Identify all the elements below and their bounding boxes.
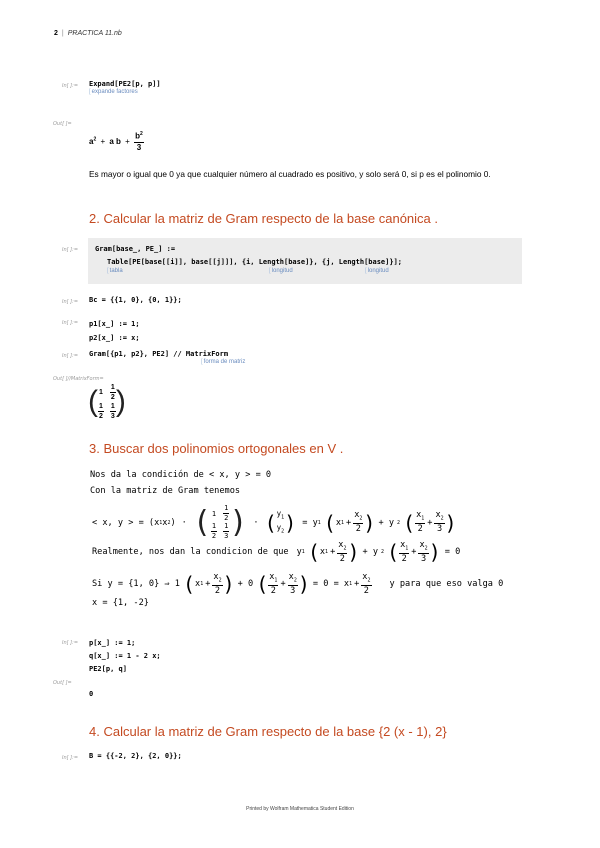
explanation-text: Es mayor o igual que 0 ya que cualquier número al cuadrado es positivo, y solo será 0, si p es el polinomio 0. — [89, 169, 491, 179]
header-separator: | — [61, 30, 64, 37]
page-number: 2 — [54, 30, 58, 37]
p2-def: p2[x_] := x; — [89, 334, 140, 342]
p1-p2-input[interactable] — [89, 317, 140, 345]
output-label: Out[ ]= — [53, 680, 72, 686]
input-label: In[ ]:= — [62, 755, 79, 761]
matrix-cell: 1 — [99, 389, 103, 396]
orthogonal-result: x = {1, -2} — [92, 598, 149, 608]
text3-line1: Nos da la condición de < x, y > = 0 — [90, 470, 272, 480]
matrix-cell: $\frac{1}{2}$ — [99, 403, 103, 420]
q-def: q[x_] := 1 - 2 x; — [89, 652, 161, 660]
text3-line2: Con la matriz de Gram tenemos — [90, 486, 241, 496]
footer: Printed by Wolfram Mathematica Student Edition — [246, 806, 354, 812]
gram-call-input[interactable] — [89, 350, 245, 365]
section-3-title: 3. Buscar dos polinomios ortogonales en V . — [89, 441, 344, 456]
notebook-title: PRACTICA 11.nb — [67, 30, 122, 37]
gram-call-code: Gram[{p1, p2}, PE2] // MatrixForm — [89, 350, 229, 358]
pq-input[interactable] — [89, 637, 161, 676]
matrix-cell: $\frac{1}{3}$ — [110, 403, 115, 420]
p1-def: p1[x_] := 1; — [89, 320, 140, 328]
pe2-call: PE2[p, q] — [89, 665, 127, 673]
expand-input[interactable] — [89, 80, 161, 95]
input-label: In[ ]:= — [62, 247, 79, 253]
input-label: In[ ]:= — [62, 353, 79, 359]
hint-forma-matriz[interactable]: [ forma de matriz — [201, 359, 245, 365]
gram-def-line2: Table[PE[base[[i]], base[[j]]], {i, Length[base]}, {j, Length[base]}]; — [107, 258, 403, 266]
gram-matrix-output: ( 1 $\frac{1}{2}$ $\frac{1}{2}$ $\frac{1}{3}$ ) — [88, 384, 126, 420]
output-matrixform-label: Out[ ]//MatrixForm= — [53, 376, 104, 382]
input-label: In[ ]:= — [62, 320, 79, 326]
hint-longitud-2[interactable]: [ longitud — [365, 268, 389, 274]
output-polynomial: $a^2 + a$ b + $\frac{b^2}{3}$ — [89, 131, 143, 152]
gram-definition-cell[interactable] — [88, 238, 522, 284]
input-label: In[ ]:= — [62, 83, 79, 89]
matrix-cell: $\frac{1}{2}$ — [110, 384, 115, 401]
hint-tabla[interactable]: [ tabla — [107, 268, 123, 274]
substitution-equation: Si y = {1, 0} ⇒ 1 ( x 1 + $\frac{x_2}{2}$ ) + 0 ( $\frac{x_1}{2}$ + $\frac{x_2}{3}$ ) = 0 = x 1 + $\frac{x_2}{2}$ y para que eso valga 0 — [92, 572, 504, 597]
input-label: In[ ]:= — [62, 640, 79, 646]
gram-def-line1: Gram[base_, PE_] := — [95, 245, 176, 253]
b-input[interactable]: B = {{-2, 2}, {2, 0}}; — [89, 752, 182, 760]
expand-hint[interactable]: [ expande factores — [89, 89, 161, 95]
gram-equation: < x, y > = (x 1 x 2 ) · ( 1 $\frac{1}{2}$ $\frac{1}{2}$ $\frac{1}{3}$ ) · ( $y_1$ $y_2$ ) = y 1 ( x 1 + $\frac{x_2}{2}$ ) + y 2 ( $\frac{x_1}{2}$ + $\frac{x_2}{3}$ ) — [92, 504, 457, 540]
condition-equation: Realmente, nos dan la condicion de que y 1 ( x 1 + $\frac{x_2}{2}$ ) + y 2 ( $\frac{x_1}{2}$ + $\frac{x_2}{3}$ ) = 0 — [92, 540, 461, 565]
zero-output: 0 — [89, 690, 94, 698]
output-label: Out[ ]= — [53, 121, 72, 127]
section-2-title: 2. Calcular la matriz de Gram respecto de la base canónica . — [89, 211, 439, 226]
p-def: p[x_] := 1; — [89, 639, 136, 647]
input-label: In[ ]:= — [62, 299, 79, 305]
bc-input[interactable]: Bc = {{1, 0}, {0, 1}}; — [89, 296, 182, 304]
hint-longitud-1[interactable]: [ longitud — [269, 268, 293, 274]
section-4-title: 4. Calcular la matriz de Gram respecto de la base {2 (x - 1), 2} — [89, 724, 447, 739]
page-header — [54, 30, 122, 37]
expand-code: Expand[PE2[p, p]] — [89, 80, 161, 88]
